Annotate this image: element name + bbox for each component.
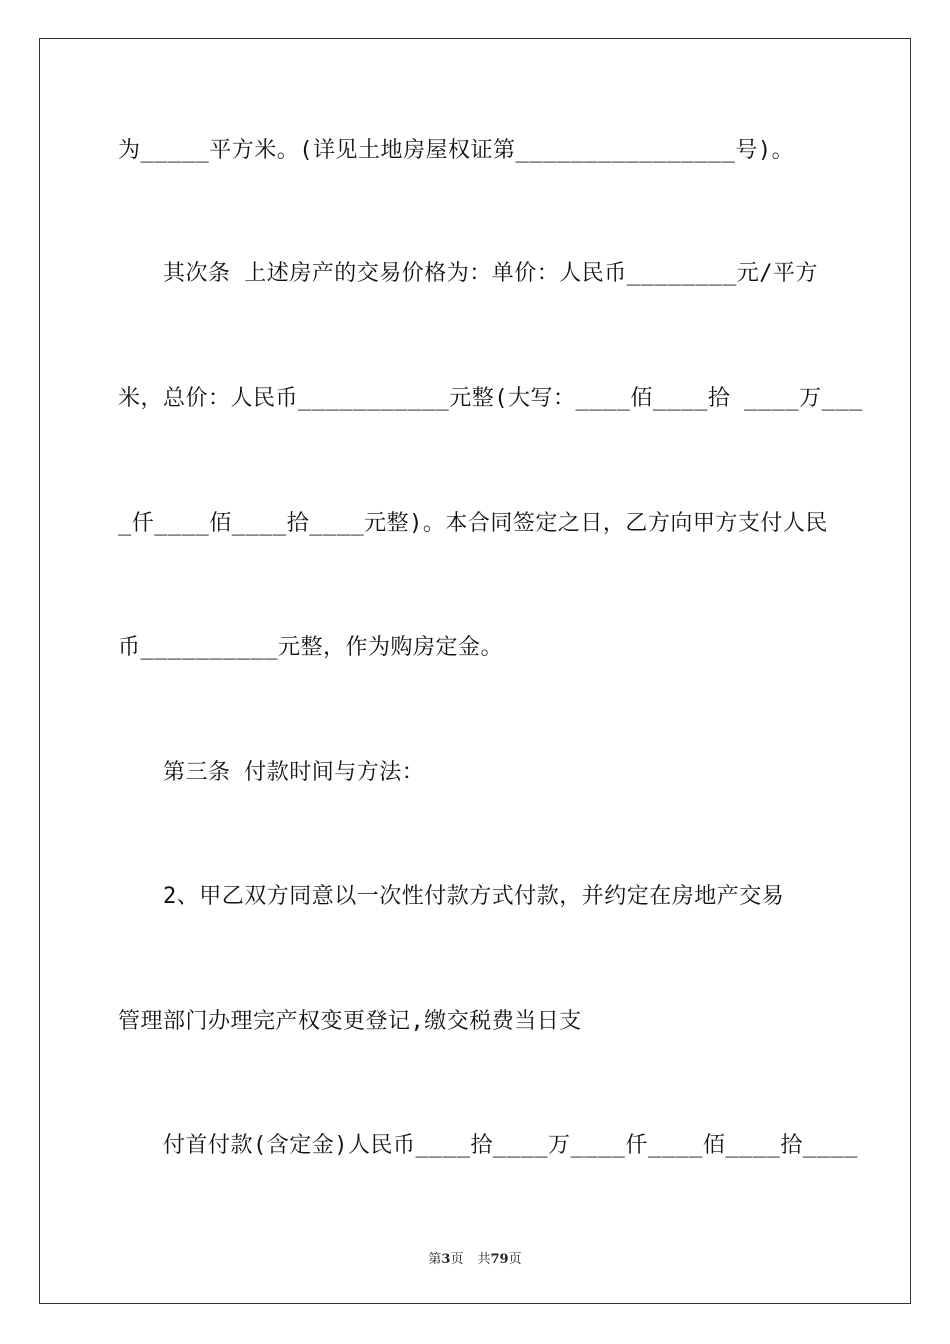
text-line-deposit: _仟____佰____拾____元整)。本合同签定之日，乙方向甲方支付人民: [118, 511, 828, 536]
text-line-payment-heading: 第三条 付款时间与方法：: [163, 760, 425, 785]
text-line-payment-method: 2、甲乙双方同意以一次性付款方式付款，并约定在房地产交易: [163, 884, 785, 909]
text-line-area: 为_____平方米。(详见土地房屋权证第________________号)。: [118, 138, 795, 163]
text-line-total-price: 米，总价：人民币___________元整(大写：____佰____拾 ____万___: [118, 386, 863, 411]
total-suffix: 页: [508, 1252, 522, 1267]
page-suffix: 页: [450, 1252, 464, 1267]
total-pages: 79: [490, 1252, 509, 1267]
page-prefix: 第: [428, 1252, 442, 1267]
text-line-down-payment: 付首付款(含定金)人民币____拾____万____仟____佰____拾____: [163, 1133, 858, 1158]
text-line-deposit-amount: 币__________元整，作为购房定金。: [118, 635, 503, 660]
total-prefix: 共: [477, 1252, 491, 1267]
text-line-price-clause: 其次条 上述房产的交易价格为：单价：人民币________元/平方: [163, 261, 818, 286]
page-number: 3: [441, 1252, 451, 1267]
text-line-registration: 管理部门办理完产权变更登记,缴交税费当日支: [118, 1009, 582, 1034]
page-footer: [0, 1248, 950, 1267]
page-frame: [39, 38, 911, 1304]
